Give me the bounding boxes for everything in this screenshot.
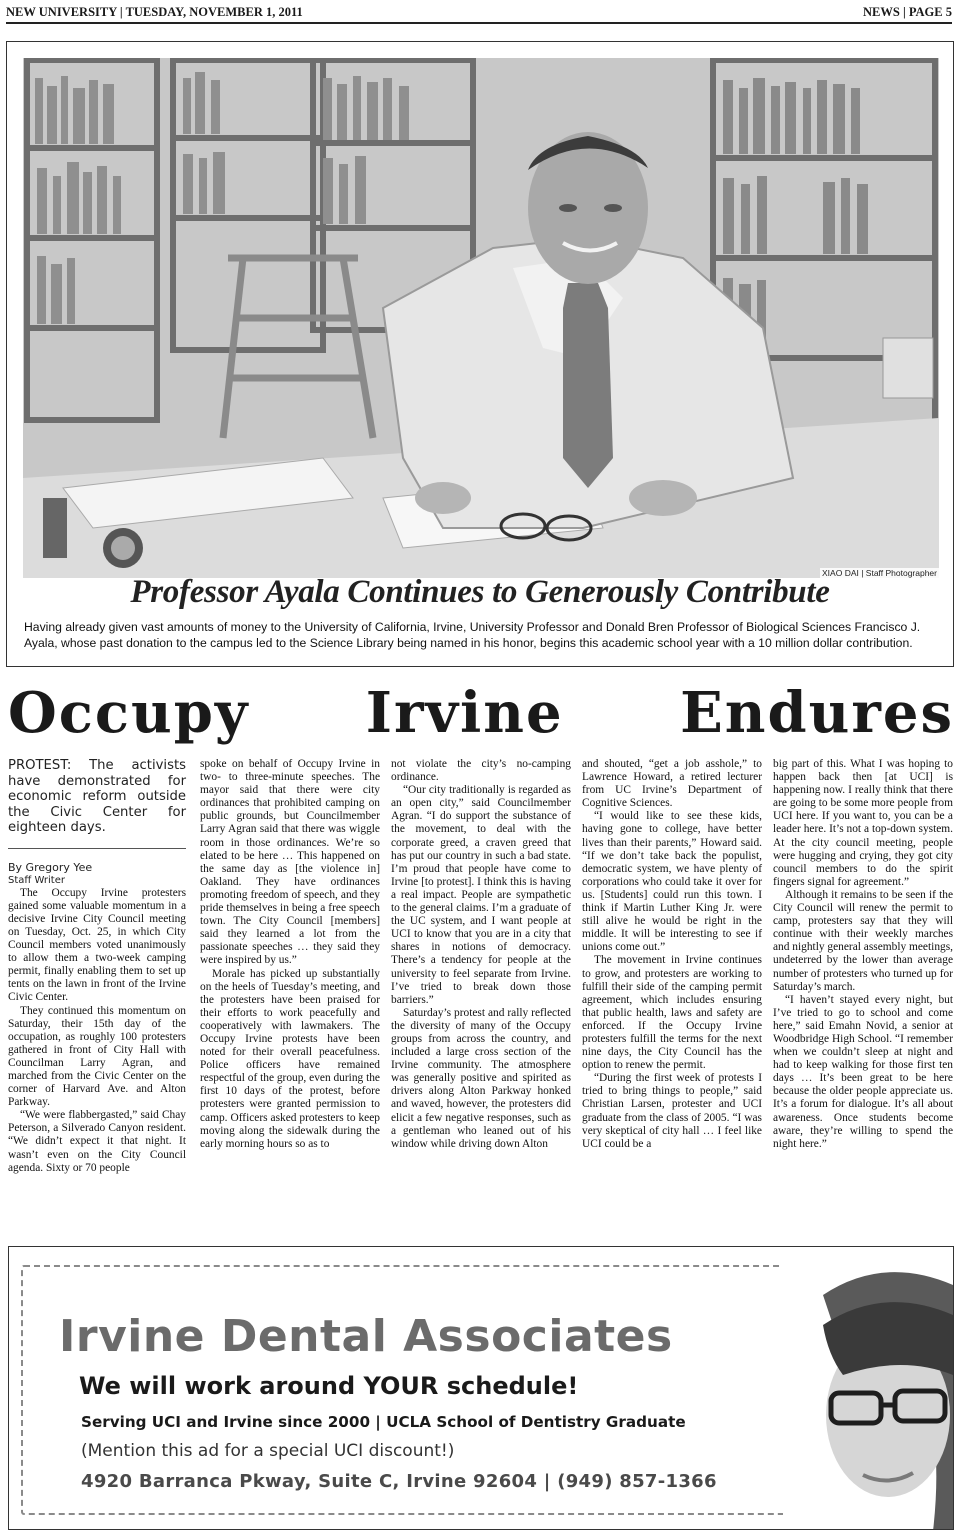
photo-illustration: [23, 58, 939, 578]
paragraph: not violate the city’s no-camping ordinance.: [391, 758, 571, 784]
paragraph: They continued this momentum on Saturday, their 15th day of the occupation, as roughly 100 protesters gathered in front of City Hall with Councilman Larry Agran, and marched from the Civic Center on the corner of Harvard Ave. and Alton Parkway.: [8, 1004, 186, 1109]
paragraph: Although it remains to be seen if the City Council will renew the permit to camp, protesters say that they will continue with their weekly marches and nightly general assembly meetings, undeterred by the lower than average number of protesters who turned up for Saturday’s march.: [773, 888, 953, 993]
paragraph: “During the first week of protests I tried to bring things to people,” said Christian Larsen, protester and UCI graduate from the class of 2005. “I was very skeptical of city hall … I feel like UCI could be a: [582, 1072, 762, 1150]
ad-address: 4920 Barranca Pkway, Suite C, Irvine 92604 | (949) 857-1366: [81, 1471, 717, 1492]
story-column-3: [391, 758, 571, 1151]
story-column-5: [773, 758, 953, 1151]
page-folio: [6, 2, 952, 24]
story-column-2: [200, 758, 380, 1151]
story-deck: PROTEST: The activists have demonstrated for economic reform outside the Civic Center for eighteen days.: [8, 758, 186, 849]
paragraph: The Occupy Irvine protesters gained some valuable momentum in a decisive Irvine City Council meeting on Tuesday, Oct. 25, in which City Council members voted unanimously to allow them a two-week camping permit, finally enabling them to set up tents on the lawn in front of the Irvine Civic Center.: [8, 886, 186, 1004]
paragraph: “We were flabbergasted,” said Chay Peterson, a Silverado Canyon resident. “We didn’t expect it that night. It wasn’t even on the City Council agenda. Sixty or 70 people: [8, 1109, 186, 1174]
paragraph: big part of this. What I was hoping to happen back then [at UCI] is happening now. I really think that there are going to be some more people from UCI here. If you want to, you can be a leader here. It’s not a top-down system. At the city council meeting, people were hugging and crying, they got city council members to do the spirit fingers signal for agreement.”: [773, 758, 953, 888]
byline: By Gregory Yee: [8, 860, 93, 874]
folio-right: NEWS | PAGE 5: [863, 4, 952, 19]
feature-caption: Having already given vast amounts of money to the University of California, Irvine, University Professor and Donald Bren Professor of Biological Sciences Francisco J. Ayala, whose past donation to the campus led to the Science Library being named in his honor, begins this academic school year with a 10 million dollar contribution.: [24, 620, 921, 650]
paragraph: “I would like to see these kids, having gone to college, have better lives than their parents,” Howard said. “If we don’t take back the populist, democratic system, we have plenty of corporations who could take it over for us. [Students] could run this town. I think if Martin Luther King Jr. were still alive he would be right in the middle. It will be interesting to see if unions come out.”: [582, 810, 762, 954]
ad-subline: Serving UCI and Irvine since 2000 | UCLA School of Dentistry Graduate: [81, 1413, 686, 1431]
story-body: [0, 758, 960, 1244]
story-column-1: [8, 758, 186, 1175]
paragraph: The movement in Irvine continues to grow, and protesters are working to fulfill their side of the camping permit agreement, which includes ensuring that public health, laws and safety are enforced. If the Occupy Irvine protesters fulfill the terms for the next nine days, the City Council has the option to renew the permit.: [582, 954, 762, 1072]
headline-word: Endures: [680, 680, 954, 746]
woman-portrait-image: [783, 1265, 953, 1530]
photo-credit: XIAO DAI | Staff Photographer: [822, 568, 937, 578]
tie: [563, 283, 613, 488]
paragraph: spoke on behalf of Occupy Irvine in two- to three-minute speeches. The mayor said that there were city ordinances that prohibited camping on public grounds, but Councilmember Larry Agran said that there was wiggle room in those ordinances. We’re so elated to be here … This happened on the same day as [the violence in] Oakland. They have ordinances promoting freedom of speech, and they pride themselves in being a free speech town. The City Council [members] said they learned a lot from the passionate speeches … they said they were inspired by us.”: [200, 758, 380, 967]
paragraph: “Our city traditionally is regarded as an open city,” said Councilmember Agran. “I do support the substance of the movement, to deal with the corporate greed, a craven greed that has put our country in such a bad state. I’m proud that people have come to Irvine [to protest]. I think this is having a real impact. People are sympathetic to the general claims. I’m a graduate of the UC system, and I want people at UCI to know that you are in a city that shares in notions of democracy. There’s a tendency for people at the university to feel separate from Irvine. I’ve tried to break down those barriers.”: [391, 784, 571, 1006]
feature-headline: Professor Ayala Continues to Generously Contribute: [130, 574, 830, 610]
ad-tagline: We will work around YOUR schedule!: [79, 1372, 579, 1400]
headline-word: Occupy: [8, 680, 250, 746]
paragraph: “I haven’t stayed every night, but I’ve tried to go to school and come here,” said Emahn Novid, a senior at Woodbridge High School. “I remember when we couldn’t sleep at night and had to keep walking for those first ten days … It’s been great to be here because the older people appreciate us. It’s a forum for dialogue. It’s all about awareness. Once students become aware, they’re willing to spend the night here.”: [773, 993, 953, 1150]
ad-title: Irvine Dental Associates: [59, 1311, 673, 1362]
paragraph: Morale has picked up substantially on the heels of Tuesday’s meeting, and the protesters have been praised for their efforts to work peacefully and cooperatively with lawmakers. The Occupy Irvine protests have been noted for their overall peacefulness. Police officers have remained respectful of the group, even during the first 10 days of the protest, before protesters were granted permission to camp. Officers asked protesters to keep moving along the sidewalk during the early morning hours so as to: [200, 967, 380, 1150]
paragraph: and shouted, “get a job asshole,” to Lawrence Howard, a retired lecturer from UC Irvine’s Department of Cognitive Sciences.: [582, 758, 762, 810]
story-headline: [8, 680, 954, 746]
paragraph: Saturday’s protest and rally reflected the diversity of many of the Occupy groups from across the country, and included a large cross section of the Irvine community. The atmosphere was generally positive and spirited as drivers along Alton Parkway honked and waved, however, the protesters did elicit a few negative responses, such as a gentleman who leaned out of his window while driving down Alton: [391, 1006, 571, 1150]
ad-discount-note: (Mention this ad for a special UCI discount!): [81, 1441, 455, 1461]
folio-left: NEW UNIVERSITY | TUESDAY, NOVEMBER 1, 2011: [6, 4, 303, 19]
byline-role: Staff Writer: [8, 874, 65, 886]
advertisement: [8, 1246, 954, 1530]
feature-photo: [23, 58, 939, 578]
story-column-4: [582, 758, 762, 1151]
headline-word: Irvine: [365, 680, 564, 746]
